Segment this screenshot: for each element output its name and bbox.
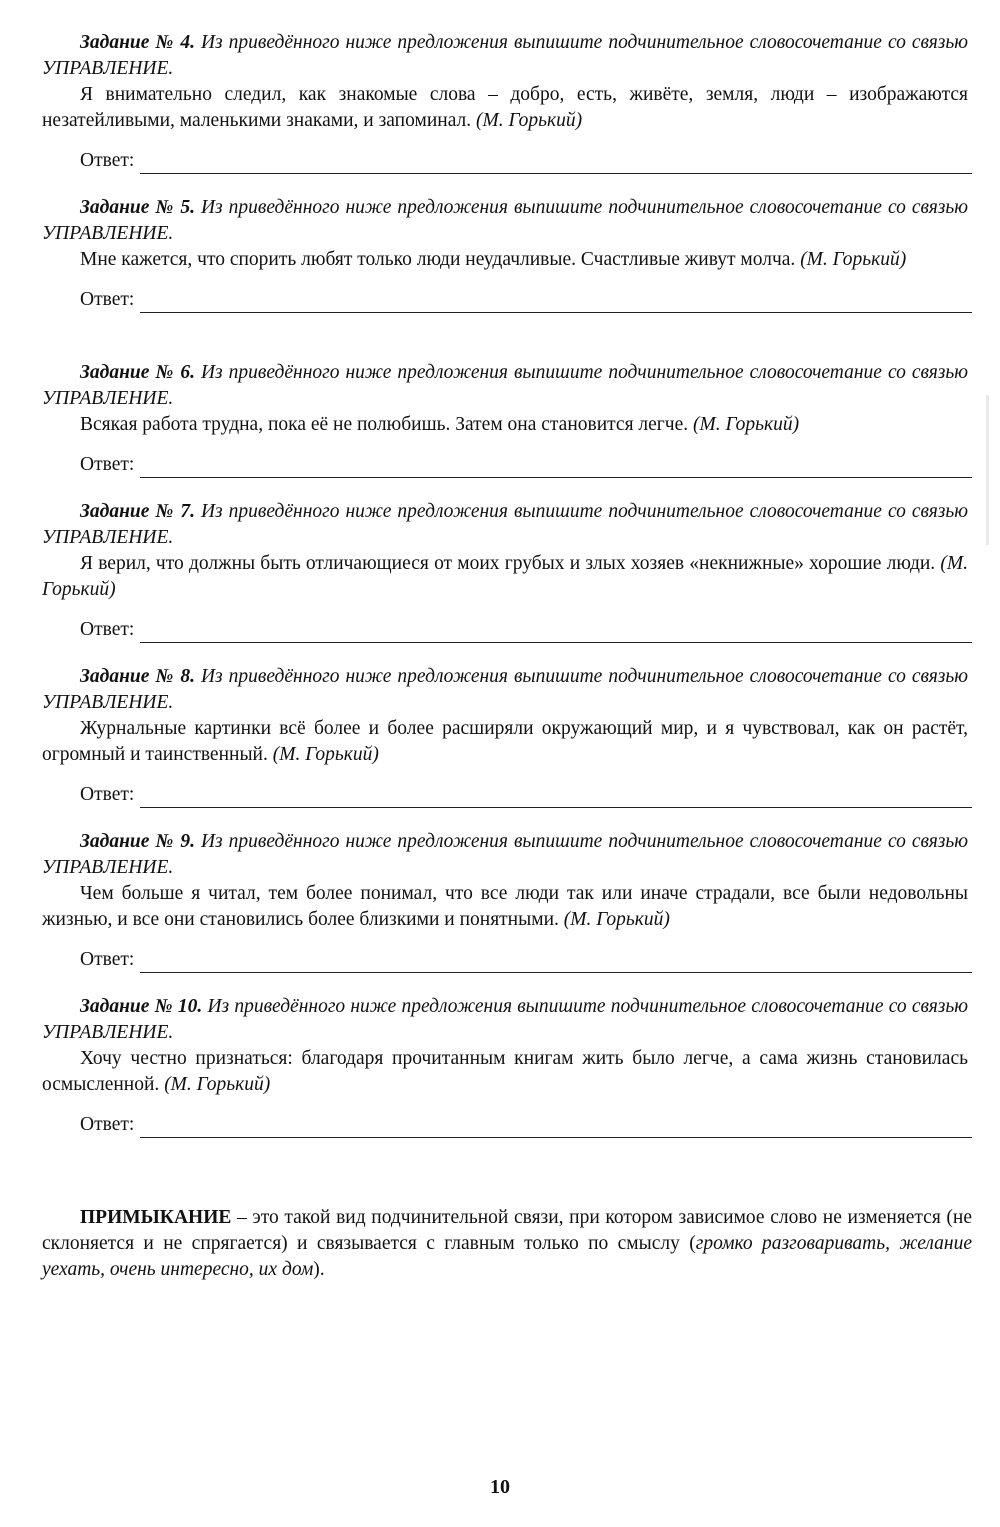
task-10 (42, 994, 968, 1138)
task-instruction-text: Из приведённого ниже предложения выпишите подчинительное словосочетание со связью УПРАВЛЕНИЕ. (42, 362, 969, 409)
task-8 (42, 664, 968, 808)
task-heading: Задание № 10. (80, 996, 203, 1017)
definition-text: – это такой вид подчинительной связи, при котором зависимое слово не изменяется (не склоняется и не спрягается) и связывается с главным только по смыслу ( (42, 1206, 972, 1254)
task-instruction-text: Из приведённого ниже предложения выпишите подчинительное словосочетание со связью УПРАВЛЕНИЕ. (42, 996, 969, 1043)
task-instruction-text: Из приведённого ниже предложения выпишите подчинительное словосочетание со связью УПРАВЛЕНИЕ. (42, 32, 969, 79)
sentence-source: (М. Горький) (563, 909, 670, 930)
task-5 (42, 195, 968, 313)
task-instruction-text: Из приведённого ниже предложения выпишите подчинительное словосочетание со связью УПРАВЛЕНИЕ. (42, 831, 969, 878)
answer-line[interactable] (140, 789, 972, 808)
task-instruction-text: Из приведённого ниже предложения выпишите подчинительное словосочетание со связью УПРАВЛЕНИЕ. (42, 666, 969, 713)
answer-label: Ответ: (80, 289, 135, 310)
task-6 (42, 360, 968, 478)
definition-term: ПРИМЫКАНИЕ (80, 1206, 232, 1228)
task-heading: Задание № 7. (80, 501, 195, 522)
sentence-text: Чем больше я читал, тем более понимал, что все люди так или иначе страдали, все были недовольны жизнью, и все они становились более близкими и понятными. (42, 883, 968, 930)
answer-line[interactable] (140, 155, 972, 174)
task-instruction (42, 829, 968, 881)
task-9 (42, 829, 968, 973)
answer-line[interactable] (140, 954, 972, 973)
answer-row (42, 947, 968, 973)
answer-row (42, 287, 968, 313)
task-4 (42, 30, 968, 174)
task-instruction (42, 30, 968, 82)
task-instruction-text: Из приведённого ниже предложения выпишите подчинительное словосочетание со связью УПРАВЛЕНИЕ. (42, 197, 969, 244)
sentence-source: (М. Горький) (476, 110, 583, 131)
task-heading: Задание № 4. (80, 32, 195, 53)
task-heading: Задание № 5. (80, 197, 195, 218)
answer-row (42, 617, 968, 643)
sentence-source: (М. Горький) (800, 249, 907, 270)
answer-label: Ответ: (80, 454, 135, 475)
task-heading: Задание № 9. (80, 831, 195, 852)
task-instruction (42, 360, 968, 412)
sentence-source: (М. Горький) (42, 553, 969, 600)
sentence-text: Журнальные картинки всё более и более расширяли окружающий мир, и я чувствовал, как он растёт, огромный и таинственный. (42, 718, 968, 765)
answer-line[interactable] (140, 459, 972, 478)
task-instruction (42, 499, 968, 551)
answer-label: Ответ: (80, 1114, 135, 1135)
task-sentence (42, 881, 968, 933)
sentence-text: Я верил, что должны быть отличающиеся от моих грубых и злых хозяев «некнижные» хорошие люди. (80, 553, 936, 574)
sentence-text: Всякая работа трудна, пока её не полюбишь. Затем она становится легче. (80, 414, 689, 435)
definition-examples: громко разговаривать, желание уехать, очень интересно, их дом (42, 1232, 972, 1280)
sentence-text: Мне кажется, что спорить любят только люди неудачливые. Счастливые живут молча. (80, 249, 796, 270)
task-sentence (42, 412, 968, 438)
answer-row (42, 1112, 968, 1138)
answer-label: Ответ: (80, 949, 135, 970)
task-instruction (42, 195, 968, 247)
definition-paragraph (42, 1205, 972, 1283)
sentence-source: (М. Горький) (693, 414, 800, 435)
answer-row (42, 452, 968, 478)
task-sentence (42, 247, 968, 273)
page-edge-shadow (986, 395, 989, 545)
sentence-source: (М. Горький) (164, 1074, 271, 1095)
task-instruction-text: Из приведённого ниже предложения выпишите подчинительное словосочетание со связью УПРАВЛЕНИЕ. (42, 501, 969, 548)
task-sentence (42, 716, 968, 768)
task-instruction (42, 994, 968, 1046)
page-number: 10 (490, 1476, 510, 1498)
task-heading: Задание № 6. (80, 362, 195, 383)
answer-label: Ответ: (80, 619, 135, 640)
task-7 (42, 499, 968, 643)
sentence-source: (М. Горький) (272, 744, 379, 765)
sentence-text: Я внимательно следил, как знакомые слова – добро, есть, живёте, земля, люди – изображаются незатейливыми, маленькими знаками, и запоминал. (42, 84, 968, 131)
answer-row (42, 148, 968, 174)
answer-line[interactable] (140, 294, 972, 313)
task-sentence (42, 551, 968, 603)
definition-end: ). (313, 1258, 325, 1280)
sentence-text: Хочу честно признаться: благодаря прочитанным книгам жить было легче, а сама жизнь становилась осмысленной. (42, 1048, 968, 1095)
task-heading: Задание № 8. (80, 666, 195, 687)
answer-line[interactable] (140, 624, 972, 643)
answer-label: Ответ: (80, 784, 135, 805)
task-sentence (42, 82, 968, 134)
task-sentence (42, 1046, 968, 1098)
answer-line[interactable] (140, 1119, 972, 1138)
answer-label: Ответ: (80, 150, 135, 171)
task-instruction (42, 664, 968, 716)
answer-row (42, 782, 968, 808)
